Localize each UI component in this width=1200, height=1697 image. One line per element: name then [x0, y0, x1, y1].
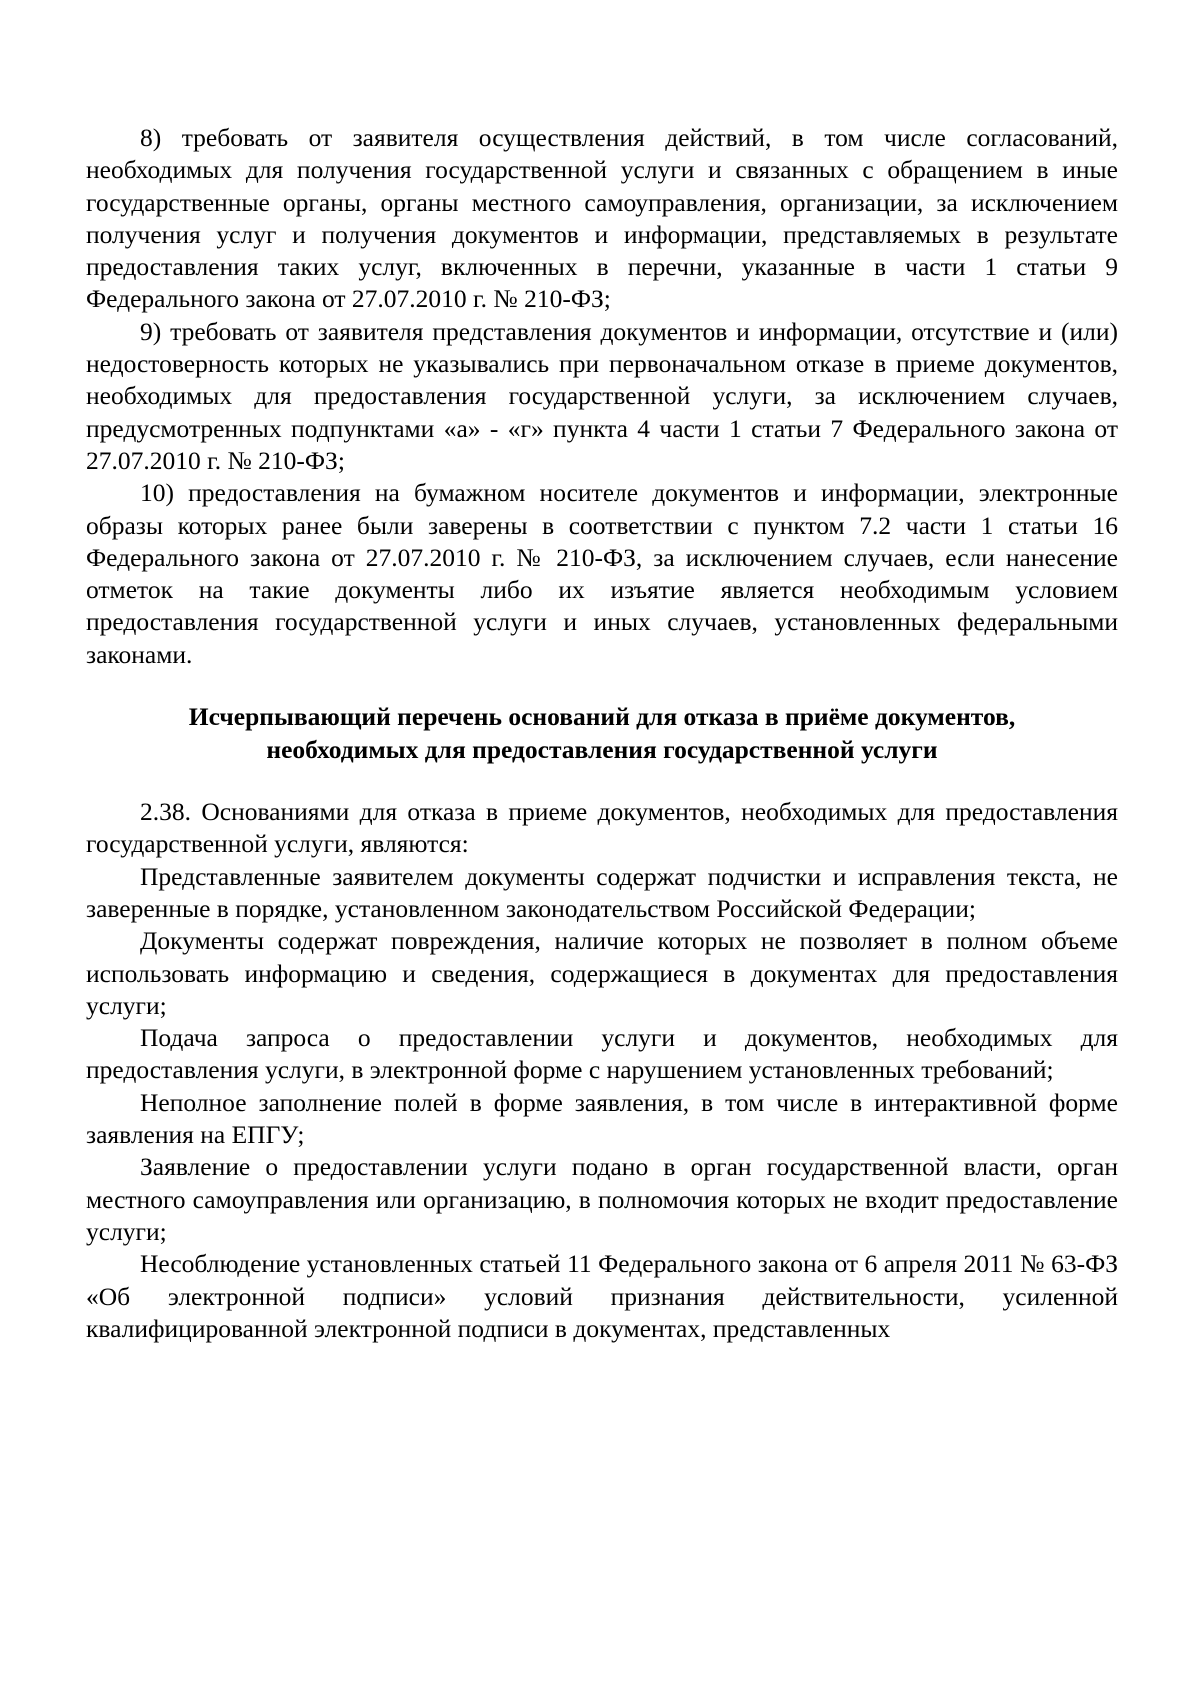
section-heading-line-2: необходимых для предоставления государственной услуги	[266, 734, 938, 764]
paragraph-item-8: 8) требовать от заявителя осуществления действий, в том числе согласований, необходимых для получения государственной услуги и связанных с обращением в иные государственные органы, органы местного самоуправления, организации, за исключением получения услуг и получения документов и информации, представляемых в результате предоставления таких услуг, включенных в перечни, указанные в части 1 статьи 9 Федерального закона от 27.07.2010 г. № 210-ФЗ;	[86, 123, 1118, 314]
document-body	[86, 122, 1118, 1345]
spacer	[86, 766, 1118, 796]
paragraph-ground-incomplete-fields: Неполное заполнение полей в форме заявления, в том числе в интерактивной форме заявления на ЕПГУ;	[86, 1087, 1118, 1150]
paragraph-ground-corrections: Представленные заявителем документы содержат подчистки и исправления текста, не заверенные в порядке, установленном законодательством Российской Федерации;	[86, 861, 1118, 923]
paragraph-ground-signature: Несоблюдение установленных статьей 11 Федерального закона от 6 апреля 2011 № 63-ФЗ «Об электронной подписи» условий признания действительности, усиленной квалифицированной электронной подписи в документах, представленных	[86, 1249, 1118, 1343]
spacer	[86, 671, 1118, 701]
paragraph-item-10: 10) предоставления на бумажном носителе документов и информации, электронные образы которых ранее были заверены в соответствии с пунктом 7.2 части 1 статьи 16 Федерального закона от 27.07.2010 г. № 210-ФЗ, за исключением случаев, если нанесение отметок на такие документы либо их изъятие является необходимым условием предоставления государственной услуги и иных случаев, установленных федеральными законами.	[86, 478, 1118, 669]
paragraph-ground-electronic-form: Подача запроса о предоставлении услуги и документов, необходимых для предоставления услуги, в электронной форме с нарушением установленных требований;	[86, 1023, 1118, 1085]
paragraph-item-9: 9) требовать от заявителя представления документов и информации, отсутствие и (или) недостоверность которых не указывались при первоначальном отказе в приеме документов, необходимых для предоставления государственной услуги, за исключением случаев, предусмотренных подпунктами «а» - «г» пункта 4 части 1 статьи 7 Федерального закона от 27.07.2010 г. № 210-ФЗ;	[86, 316, 1118, 475]
paragraph-ground-damage: Документы содержат повреждения, наличие которых не позволяет в полном объеме использовать информацию и сведения, содержащиеся в документах для предоставления услуги;	[86, 926, 1118, 1020]
section-heading-line-1: Исчерпывающий перечень оснований для отказа в приёме документов,	[188, 702, 1016, 732]
paragraph-ground-wrong-authority: Заявление о предоставлении услуги подано в орган государственной власти, орган местного самоуправления или организацию, в полномочия которых не входит предоставление услуги;	[86, 1152, 1118, 1246]
paragraph-2-38: 2.38. Основаниями для отказа в приеме документов, необходимых для предоставления государственной услуги, являются:	[86, 797, 1118, 859]
